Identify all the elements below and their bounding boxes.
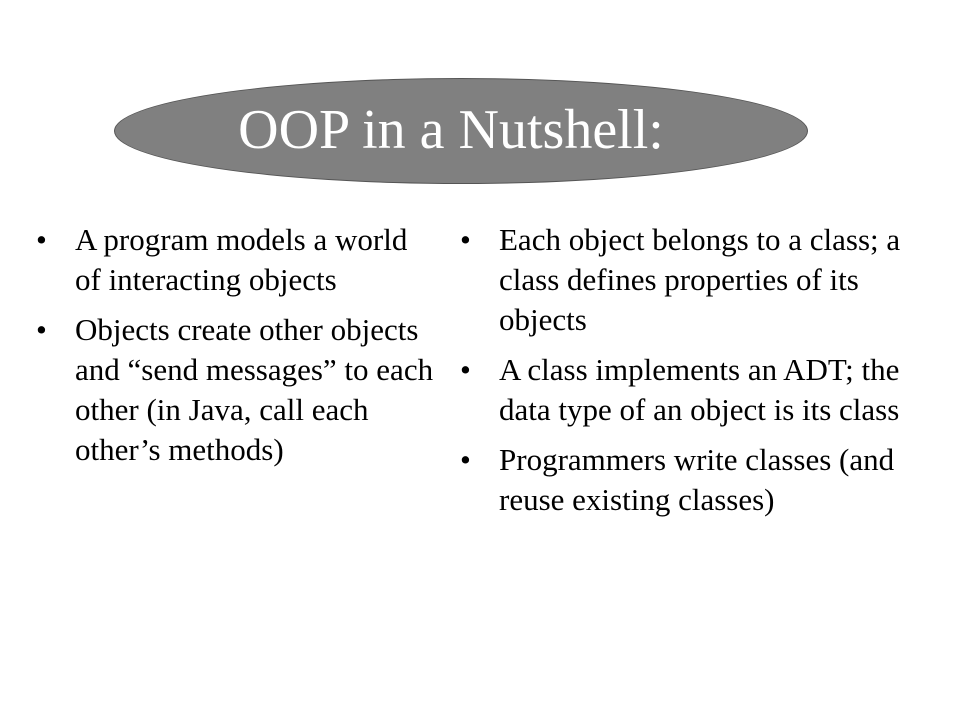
bullet-icon: • bbox=[460, 222, 471, 257]
bullet-item bbox=[460, 350, 910, 430]
bullet-text: A program models a world of interacting objects bbox=[75, 222, 408, 297]
bullet-icon: • bbox=[460, 352, 471, 387]
bullet-text: Programmers write classes (and reuse existing classes) bbox=[499, 442, 895, 517]
right-bullet-list bbox=[460, 220, 910, 530]
slide-title: OOP in a Nutshell: bbox=[238, 99, 664, 161]
title-oval bbox=[114, 78, 808, 184]
bullet-icon: • bbox=[36, 312, 47, 347]
bullet-icon: • bbox=[460, 442, 471, 477]
bullet-item bbox=[36, 220, 436, 300]
bullet-item bbox=[460, 220, 910, 340]
bullet-icon: • bbox=[36, 222, 47, 257]
bullet-text: Each object belongs to a class; a class defines properties of its objects bbox=[499, 222, 901, 337]
bullet-text: Objects create other objects and “send messages” to each other (in Java, call each other’s methods) bbox=[75, 312, 434, 467]
left-bullet-list bbox=[36, 220, 436, 480]
bullet-item bbox=[36, 310, 436, 470]
bullet-text: A class implements an ADT; the data type of an object is its class bbox=[499, 352, 900, 427]
bullet-item bbox=[460, 440, 910, 520]
